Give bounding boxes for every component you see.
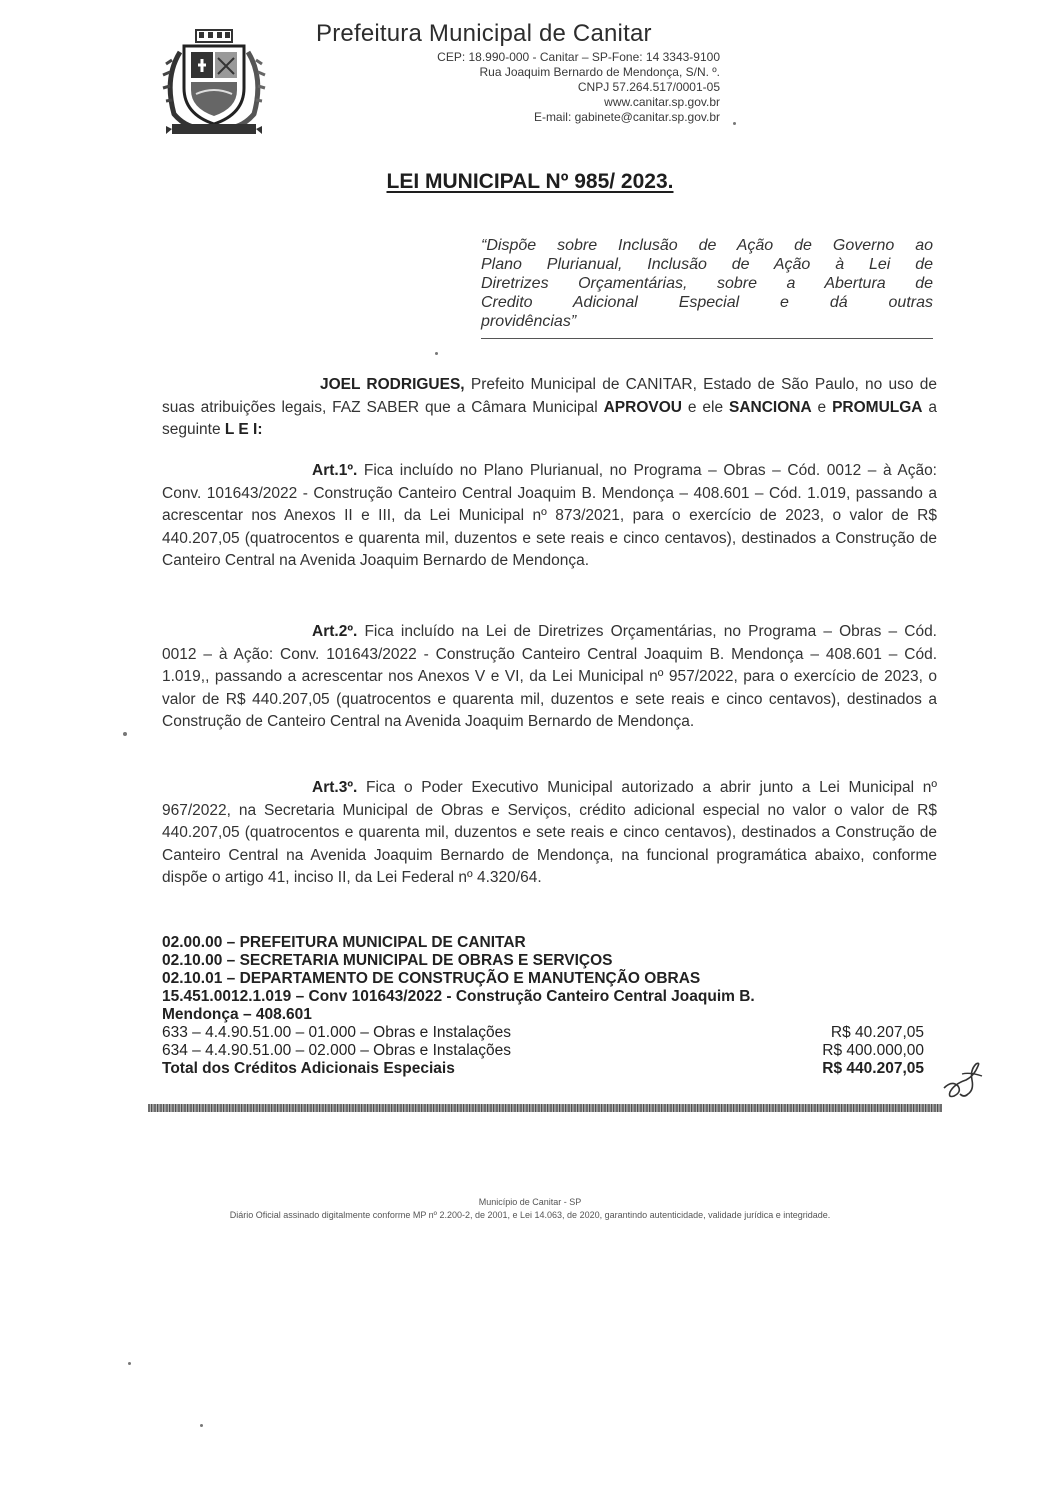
article-3-label: Art.3º. xyxy=(312,779,358,796)
article-1-label: Art.1º. xyxy=(312,462,358,479)
article-2-label: Art.2º. xyxy=(312,623,358,640)
contact-cep-phone: CEP: 18.990-000 - Canitar – SP-Fone: 14 3343-9100 xyxy=(437,50,720,64)
budget-line: 02.00.00 – PREFEITURA MUNICIPAL DE CANITAR xyxy=(162,934,526,951)
summary-line: “Dispõe sobre Inclusão de Ação de Governo ao xyxy=(481,237,933,254)
preamble-paragraph xyxy=(162,374,937,442)
budget-line: Mendonça – 408.601 xyxy=(162,1006,312,1023)
budget-total-label: Total dos Créditos Adicionais Especiais xyxy=(162,1060,455,1077)
scan-speck xyxy=(733,122,736,125)
budget-total-value: R$ 440.207,05 xyxy=(822,1060,924,1077)
preamble-text: e ele xyxy=(681,398,729,416)
scan-speck xyxy=(200,1424,203,1427)
handwritten-initials-icon xyxy=(938,1058,988,1100)
mayor-name: JOEL RODRIGUES, xyxy=(320,376,465,393)
preamble-text: e xyxy=(811,398,833,416)
budget-line: 02.10.01 – DEPARTAMENTO DE CONSTRUÇÃO E MANUTENÇÃO OBRAS xyxy=(162,970,701,987)
approved-word: APROVOU xyxy=(603,398,682,416)
law-word: L E I: xyxy=(224,421,263,438)
budget-item-desc: – 4.4.90.51.00 – 01.000 – Obras e Instalações xyxy=(187,1024,512,1041)
article-1-text: Fica incluído no Plano Plurianual, no Programa – Obras – Cód. 0012 – à Ação: Conv. 101643/2022 - Construção Canteiro Central Joaquim B. Mendonça – 408.601 – Cód. 1.019, passando a acrescentar nos Anexos II e III, da Lei Municipal nº 873/2021, para o exercício de 2023, o valor de R$ 440.207,05 (quatrocentos e quarenta mil, duzentos e sete reais e cinco centavos), destinados a Construção de Canteiro Central na Avenida Joaquim Bernardo de Mendonça. xyxy=(162,462,937,569)
budget-item-row xyxy=(162,1024,937,1042)
scan-speck xyxy=(123,732,127,736)
budget-item-value: R$ 40.207,05 xyxy=(830,1024,924,1041)
law-summary xyxy=(481,236,933,331)
contact-address: Rua Joaquim Bernardo de Mendonça, S/N. º. xyxy=(479,65,720,79)
article-3 xyxy=(162,777,937,890)
municipality-name: Prefeitura Municipal de Canitar xyxy=(316,20,652,47)
budget-line: 02.10.00 – SECRETARIA MUNICIPAL DE OBRAS E SERVIÇOS xyxy=(162,952,613,969)
summary-line: Diretrizes Orçamentárias, sobre a Abertura de xyxy=(481,275,933,292)
budget-item-code: 633 xyxy=(162,1024,188,1041)
budget-appropriation xyxy=(162,934,937,1078)
contact-website: www.canitar.sp.gov.br xyxy=(604,95,720,109)
summary-line: Credito Adicional Especial e dá outras xyxy=(481,294,933,311)
article-1 xyxy=(162,460,937,573)
law-title-text: LEI MUNICIPAL Nº 985/ 2023. xyxy=(386,170,674,193)
budget-item-code: 634 xyxy=(162,1042,188,1059)
budget-line: 15.451.0012.1.019 – Conv 101643/2022 - Construção Canteiro Central Joaquim B. xyxy=(162,988,755,1005)
budget-total-row xyxy=(162,1060,937,1078)
summary-line: Plano Plurianual, Inclusão de Ação à Lei de xyxy=(481,256,933,273)
scan-speck xyxy=(128,1362,131,1365)
municipal-coat-of-arms-icon xyxy=(158,28,270,138)
municipality-contact xyxy=(330,50,720,125)
contact-cnpj: CNPJ 57.264.517/0001-05 xyxy=(577,80,720,94)
preamble-text: a seguinte xyxy=(162,398,938,438)
footer-municipality: Município de Canitar - SP xyxy=(478,1197,582,1207)
article-3-text: Fica o Poder Executivo Municipal autorizado a abrir junto a Lei Municipal nº 967/2022, na Secretaria Municipal de Obras e Serviços, crédito adicional especial no valor o valor de R$ 440.207,05 (quatrocentos e quarenta mil, duzentos e sete reais e cinco centavos), destinados a Construção de Canteiro Central na Avenida Joaquim Bernardo de Mendonça, na funcional programática abaixo, conforme dispõe o artigo 41, inciso II, da Lei Federal nº 4.320/64. xyxy=(162,779,937,886)
summary-rule xyxy=(481,338,933,339)
sanctions-word: SANCIONA xyxy=(728,398,812,416)
contact-email: E-mail: gabinete@canitar.sp.gov.br xyxy=(533,110,720,124)
budget-item-value: R$ 400.000,00 xyxy=(822,1042,924,1059)
footer-legal-notice: Diário Oficial assinado digitalmente conforme MP nº 2.200-2, de 2001, e Lei 14.063, de 2020, garantindo autenticidade, validade jurídica e integridade. xyxy=(229,1210,831,1220)
budget-item-row xyxy=(162,1042,937,1060)
promulgates-word: PROMULGA xyxy=(832,398,923,416)
scan-speck xyxy=(435,352,438,355)
preamble-text: Prefeito Municipal de CANITAR, Estado de São Paulo, no uso de suas atribuições legais, FAZ SABER que a Câmara Municipal xyxy=(162,376,937,416)
page-divider xyxy=(148,1104,942,1112)
summary-line: providências” xyxy=(481,313,577,330)
article-2 xyxy=(162,621,937,734)
law-title xyxy=(0,170,1060,194)
budget-item-desc: – 4.4.90.51.00 – 02.000 – Obras e Instalações xyxy=(187,1042,512,1059)
article-2-text: Fica incluído na Lei de Diretrizes Orçamentárias, no Programa – Obras – Cód. 0012 – à Ação: Conv. 101643/2022 - Construção Canteiro Central Joaquim B. Mendonça – 408.601 – Cód. 1.019,, passando a acrescentar nos Anexos V e VI, da Lei Municipal nº 957/2022, para o exercício de 2023, o valor de R$ 440.207,05 (quatrocentos e quarenta mil, duzentos e sete reais e cinco centavos), destinados a Construção de Canteiro Central na Avenida Joaquim Bernardo de Mendonça. xyxy=(162,623,937,730)
